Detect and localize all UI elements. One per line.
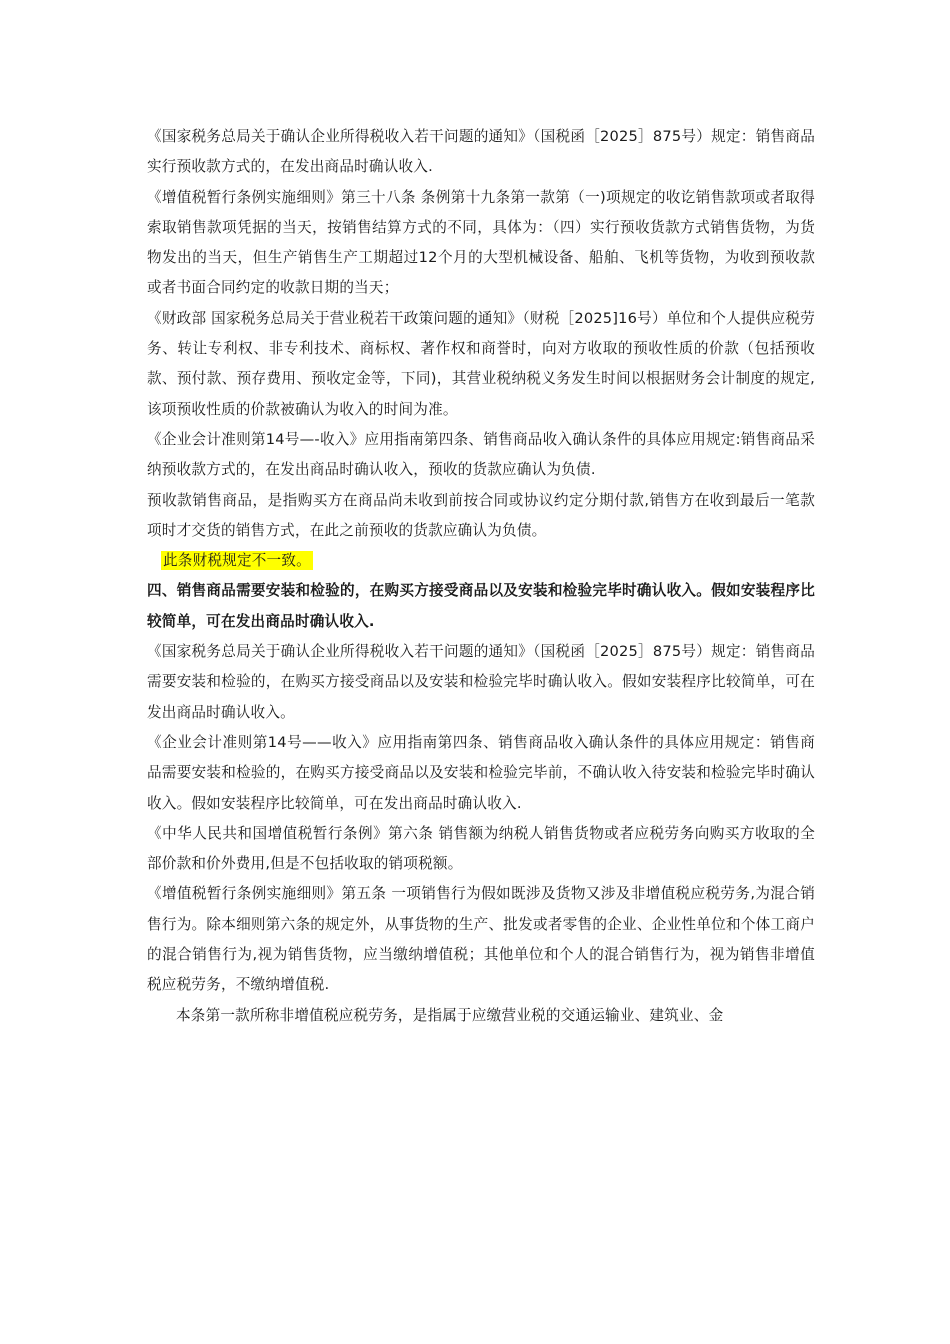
section-heading-four: 四、销售商品需要安装和检验的，在购买方接受商品以及安装和检验完毕时确认收入。假如安装程序比较简单，可在发出商品时确认收入. xyxy=(147,582,815,630)
paragraph-non-vat-services: 本条第一款所称非增值税应税劳务，是指属于应缴营业税的交通运输业、建筑业、金 xyxy=(176,1006,724,1024)
paragraph-vat-regulation-article-6: 《中华人民共和国增值税暂行条例》第六条 销售额为纳税人销售货物或者应税劳务向购买方收取的全部价款和价外费用,但是不包括收取的销项税额。 xyxy=(147,824,815,873)
document-body xyxy=(147,122,815,1031)
paragraph-business-tax-notice: 《财政部 国家税务总局关于营业税若干政策问题的通知》（财税［2025]16号）单位和个人提供应税劳务、转让专利权、非专利技术、商标权、著作权和商誉时，向对方收取的预收性质的价款（包括预收款、预付款、预存费用、预收定金等，下同)，其营业税纳税义务发生时间以根据财务会计制度的规定,该项预收性质的价款被确认为收入的时间为准。 xyxy=(147,309,815,418)
paragraph-advance-sales-definition: 预收款销售商品，是指购买方在商品尚未收到前按合同或协议约定分期付款,销售方在收到最后一笔款项时才交货的销售方式，在此之前预收的货款应确认为负债。 xyxy=(147,491,815,539)
paragraph-highlight-note xyxy=(147,546,815,576)
paragraph-vat-rules-article-38: 《增值税暂行条例实施细则》第三十八条 条例第十九条第一款第（一)项规定的收讫销售款项或者取得索取销售款项凭据的当天，按销售结算方式的不同，具体为：（四）实行预收货款方式销售货物，为货物发出的当天，但生产销售生产工期超过12个月的大型机械设备、船舶、飞机等货物，为收到预收款或者书面合同约定的收款日期的当天； xyxy=(147,188,815,297)
paragraph-tax-notice-installation: 《国家税务总局关于确认企业所得税收入若干问题的通知》（国税函［2025］875号）规定：销售商品需要安装和检验的，在购买方接受商品以及安装和检验完毕时确认收入。假如安装程序比较简单，可在发出商品时确认收入。 xyxy=(147,643,815,721)
highlighted-text: 此条财税规定不一致。 xyxy=(163,552,311,570)
paragraph-vat-rules-article-5: 《增值税暂行条例实施细则》第五条 一项销售行为假如既涉及货物又涉及非增值税应税劳务,为混合销售行为。除本细则第六条的规定外，从事货物的生产、批发或者零售的企业、企业性单位和个体工商户的混合销售行为,视为销售货物，应当缴纳增值税；其他单位和个人的混合销售行为，视为销售非增值税应税劳务，不缴纳增值税. xyxy=(147,885,815,994)
paragraph-tax-notice-advance-payment: 《国家税务总局关于确认企业所得税收入若干问题的通知》（国税函［2025］875号）规定：销售商品实行预收款方式的，在发出商品时确认收入. xyxy=(147,128,815,176)
paragraph-accounting-standard-14-installation: 《企业会计准则第14号——收入》应用指南第四条、销售商品收入确认条件的具体应用规定：销售商品需要安装和检验的，在购买方接受商品以及安装和检验完毕前，不确认收入待安装和检验完毕时确认收入。假如安装程序比较简单，可在发出商品时确认收入. xyxy=(147,733,815,812)
paragraph-accounting-standard-14-advance: 《企业会计准则第14号—-收入》应用指南第四条、销售商品收入确认条件的具体应用规定:销售商品采纳预收款方式的，在发出商品时确认收入，预收的货款应确认为负债. xyxy=(147,430,815,479)
